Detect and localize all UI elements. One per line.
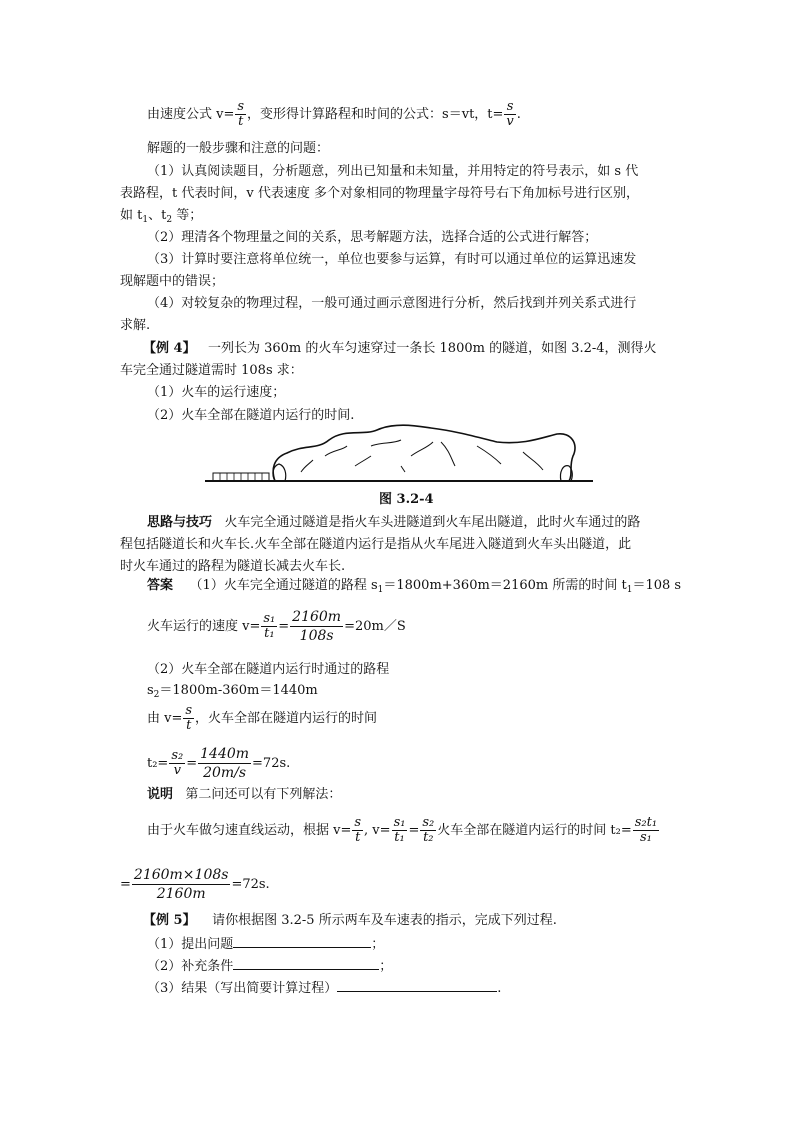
- fraction-s-over-v: $\frac{s}{v}$: [506, 99, 514, 129]
- rock-strokes: [301, 440, 543, 472]
- fraction-s2-over-t2: $\frac{\text{s₂}}{\text{t₂}}$: [422, 815, 435, 845]
- train-icon: [213, 473, 269, 481]
- fraction-1440-over-20: $\frac{1440m}{20m/s}$: [200, 746, 250, 781]
- step-1-line-3: 如 $t_1$、$t_2$ 等；: [120, 208, 203, 225]
- alt-solution-line: 由于火车做匀速直线运动，根据 v= $\frac{s}{t}$ , v= $\frac{\text{s₁}}{\text{t₁}}$ = $\frac{\text{s₂}}{\text{t₂}}$ 火车全部在隧道内运行的时间 t₂= $\frac{\text{s₂t₁}}{\text{s₁}}$: [147, 815, 658, 845]
- step-2: （2）理清各个物理量之间的关系，思考解题方法，选择合适的公式进行解答；: [147, 230, 598, 245]
- thinking-label: 思路与技巧: [147, 515, 213, 530]
- answer-blank-3[interactable]: [337, 979, 497, 992]
- step-3-line-1: （3）计算时要注意将单位统一，单位也要参与运算，有时可以通过单位的运算迅速发: [147, 252, 637, 267]
- thinking-line-3: 时火车通过的路程为隧道长减去火车长.: [120, 559, 346, 574]
- example-5-item-3: （3）结果（写出简要计算过程） .: [147, 981, 502, 996]
- answer-blank-1[interactable]: [233, 935, 371, 948]
- speed-calc-line: 火车运行的速度 v= $\frac{\text{s₁}}{\text{t₁}}$ = $\frac{2160m}{108s}$ =20m／S: [147, 609, 406, 644]
- figure-caption: 图 3.2-4: [379, 492, 434, 507]
- example-4-line-1: 【例 4】 一列长为 360m 的火车匀速穿过一条长 1800m 的隧道，如图 3.2-4，测得火: [143, 341, 657, 356]
- example-4-q2: （2）火车全部在隧道内运行的时间.: [147, 408, 355, 423]
- mountain-outline: [273, 425, 575, 481]
- fraction-s1-over-t1: $\frac{\text{s₁}}{\text{t₁}}$: [263, 611, 276, 641]
- fraction-2160-over-108: $\frac{2160m}{108s}$: [292, 609, 342, 644]
- fraction-2160x108-over-2160: $\frac{2160m\times 108s}{2160m}$: [133, 867, 229, 902]
- by-formula-line: 由 v= $\frac{s}{t}$ ，火车全部在隧道内运行的时间: [147, 703, 378, 733]
- example-4-line-2: 车完全通过隧道需时 108s 求：: [120, 363, 303, 378]
- t2-calc-line: t₂= $\frac{\text{s₂}}{v}$ = $\frac{1440m}{20m/s}$ =72s.: [147, 746, 291, 781]
- note-line: 说明 第二问还可以有下列解法：: [147, 787, 342, 802]
- step-4-line-2: 求解.: [120, 318, 151, 333]
- fraction-s-over-t-3: $\frac{s}{t}$: [354, 815, 362, 845]
- fraction-s-over-t-2: $\frac{s}{t}$: [185, 703, 193, 733]
- answer-line-1: 答案 （1）火车完全通过隧道的路程 $s_1=1800m+360m=2160m$ 所需的时间 $t_1=108$ s: [147, 578, 682, 595]
- steps-title: 解题的一般步骤和注意的问题：: [147, 141, 330, 156]
- fraction-s2t1-over-s1: $\frac{\text{s₂t₁}}{\text{s₁}}$: [634, 815, 658, 845]
- example-4-label: 【例 4】: [143, 341, 196, 356]
- fraction-s-over-t: $\frac{s}{t}$: [237, 99, 245, 129]
- fraction-s2-over-v: $\frac{\text{s₂}}{v}$: [171, 748, 184, 778]
- step-1-line-1: （1）认真阅读题目，分析题意，列出已知量和未知量，并用特定的符号表示，如 s 代: [147, 164, 639, 179]
- formula-lead: 由速度公式 v=: [147, 107, 235, 122]
- step-4-line-1: （4）对较复杂的物理过程，一般可通过画示意图进行分析，然后找到并列关系式进行: [147, 296, 637, 311]
- formula-mid: ，变形得计算路程和时间的公式：s＝vt，t=: [247, 107, 504, 122]
- example-5-line: 【例 5】 请你根据图 3.2-5 所示两车及车速表的指示，完成下列过程.: [143, 913, 557, 928]
- answer-blank-2[interactable]: [233, 957, 379, 970]
- tunnel-figure: [205, 420, 595, 490]
- thinking-line-2: 程包括隧道长和火车长.火车全部在隧道内运行是指从火车尾进入隧道到火车头出隧道，此: [120, 537, 632, 552]
- alt-result-line: = $\frac{2160m\times 108s}{2160m}$ =72s.: [120, 867, 270, 902]
- example-5-item-2: （2）补充条件 ；: [147, 959, 393, 974]
- speed-formula-line: 由速度公式 v= $\frac{s}{t}$ ，变形得计算路程和时间的公式：s＝vt，t= $\frac{s}{v}$ .: [147, 99, 521, 129]
- fraction-s1-over-t1-2: $\frac{\text{s₁}}{\text{t₁}}$: [393, 815, 406, 845]
- answer-label: 答案: [147, 578, 174, 593]
- s2-calc: $s_2=1800m-360m=1440m$: [147, 683, 318, 700]
- thinking-line-1: 思路与技巧 火车完全通过隧道是指火车头进隧道到火车尾出隧道，此时火车通过的路: [147, 515, 641, 530]
- step-1-line-2: 表路程，t 代表时间，v 代表速度 多个对象相同的物理量字母符号右下角加标号进行区别，: [120, 186, 639, 201]
- step-3-line-2: 现解题中的错误；: [120, 274, 225, 289]
- example-5-label: 【例 5】: [143, 913, 196, 928]
- answer-part-2: （2）火车全部在隧道内运行时通过的路程: [147, 662, 390, 677]
- example-5-item-1: （1）提出问题 ；: [147, 937, 385, 952]
- note-label: 说明: [147, 787, 174, 802]
- example-4-q1: （1）火车的运行速度；: [147, 385, 286, 400]
